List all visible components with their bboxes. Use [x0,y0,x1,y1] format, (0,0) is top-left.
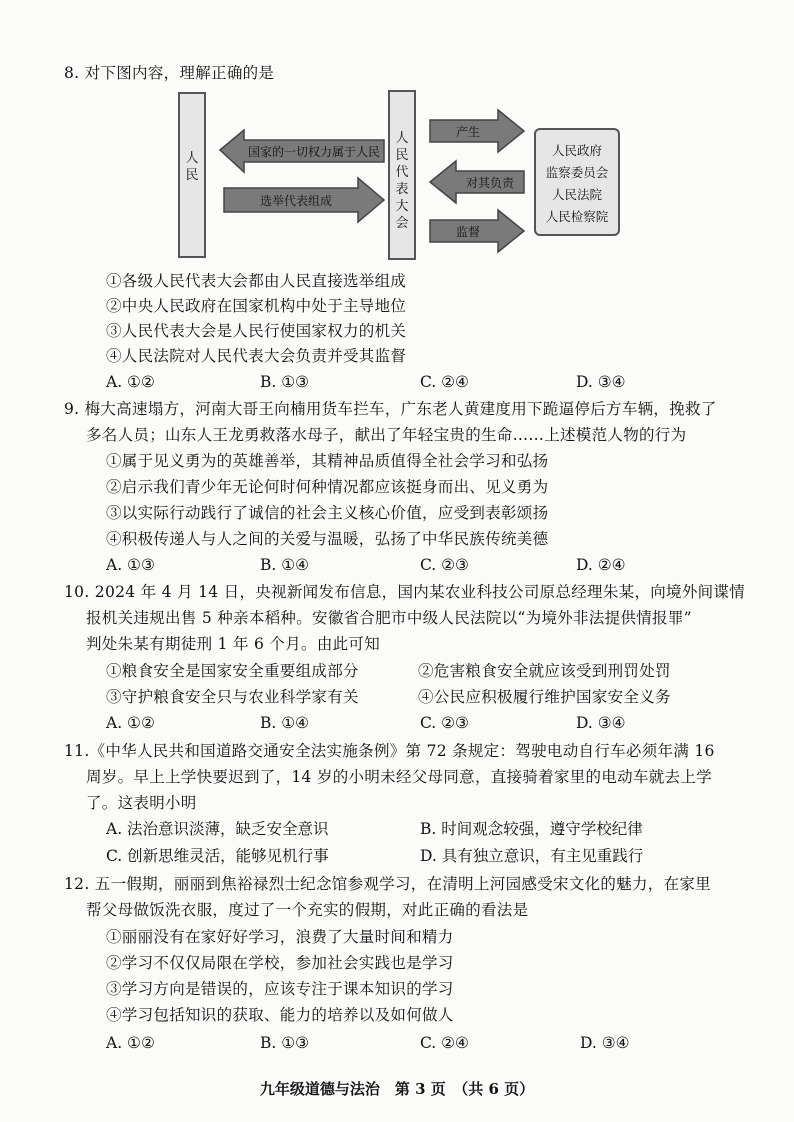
q12-item-2: ②学习不仅仅局限在学校，参加社会实践也是学习 [106,954,454,972]
q10-option-c: C. ②③ [420,714,469,732]
q11-option-d: D. 具有独立意识，有主见重践行 [420,847,644,865]
diagram-arrows [178,90,618,262]
q8-item-4: ④人民法院对人民代表大会负责并受其监督 [106,347,407,365]
organ-court: 人民法院 [551,187,602,202]
q12-option-a: A. ①② [106,1034,155,1052]
q9-stem-line-2: 多名人员；山东人王龙勇救落水母子，献出了年轻宝贵的生命……上述模范人物的行为 [86,426,687,444]
q9-item-3: ③以实际行动践行了诚信的社会主义核心价值，应受到表彰颂扬 [106,504,549,522]
q9-option-d: D. ②④ [576,556,626,574]
q8-item-2: ②中央人民政府在国家机构中处于主导地位 [106,297,407,315]
organ-supervisory: 监察委员会 [545,165,609,180]
q9-option-a: A. ①③ [106,556,155,574]
q10-item-2: ②危害粮食安全就应该受到刑罚处罚 [418,662,671,680]
q10-stem-line-3: 判处朱某有期徒刑 1 年 6 个月。由此可知 [86,635,381,653]
q10-stem-line-2: 报机关违规出售 5 种亲本稻种。安徽省合肥市中级人民法院以“为境外非法提供情报罪” [86,609,692,627]
q9-stem-line-1: 9. 梅大高速塌方，河南大哥王向楠用货车拦车，广东老人黄建度用下跪逼停后方车辆，挽救了 [64,400,717,418]
page-footer: 九年级道德与法治 第 3 页 （共 6 页） [259,1080,535,1098]
q8-item-3: ③人民代表大会是人民行使国家权力的机关 [106,322,407,340]
q10-item-4: ④公民应积极履行维护国家安全义务 [418,688,671,706]
q9-item-2: ②启示我们青少年无论何时何种情况都应该挺身而出、见义勇为 [106,478,549,496]
q10-option-b: B. ①④ [260,714,310,732]
q9-option-b: B. ①④ [260,556,310,574]
q11-option-c: C. 创新思维灵活，能够见机行事 [106,847,329,865]
q10-stem-line-1: 10. 2024 年 4 月 14 日，央视新闻发布信息，国内某农业科技公司原总经理朱某，向境外间谍情 [64,583,746,601]
q8-option-d: D. ③④ [576,373,626,391]
q12-stem-line-2: 帮父母做饭洗衣服，度过了一个充实的假期，对此正确的看法是 [86,901,529,919]
q11-option-a: A. 法治意识淡薄，缺乏安全意识 [106,820,329,838]
q10-item-1: ①粮食安全是国家安全重要组成部分 [106,662,359,680]
q11-stem-line-2: 周岁。早上上学快要迟到了，14 岁的小明未经父母同意，直接骑着家里的电动车就去上学 [86,768,712,786]
arrow-supervise-label: 监督 [455,225,481,239]
arrow-produce-label: 产生 [455,125,481,139]
people-label: 人民 [185,151,199,183]
q9-item-4: ④积极传递人与人之间的关爱与温暖，弘扬了中华民族传统美德 [106,530,549,548]
q12-stem-line-1: 12. 五一假期，丽丽到焦裕禄烈士纪念馆参观学习，在清明上河园感受宋文化的魅力，在家里 [64,875,711,893]
q10-option-a: A. ①② [106,714,155,732]
state-structure-diagram [178,90,618,262]
organ-procuratorate: 人民检察院 [545,209,609,224]
arrow-power-label: 国家的一切权力属于人民 [247,145,381,159]
q12-option-b: B. ①③ [260,1034,310,1052]
q12-item-4: ④学习包括知识的获取、能力的培养以及如何做人 [106,1006,454,1024]
congress-label: 人民代表大会 [395,131,409,231]
q8-option-b: B. ①③ [260,373,310,391]
q10-option-d: D. ③④ [576,714,626,732]
q8-item-1: ①各级人民代表大会都由人民直接选举组成 [106,272,407,290]
q11-option-b: B. 时间观念较强，遵守学校纪律 [420,820,643,838]
q8-stem: 8. 对下图内容，理解正确的是 [64,64,275,82]
organ-government: 人民政府 [551,143,602,158]
q9-option-c: C. ②③ [420,556,469,574]
q9-item-1: ①属于见义勇为的英雄善举，其精神品质值得全社会学习和弘扬 [106,452,549,470]
q11-stem-line-3: 了。这表明小明 [86,794,197,812]
q12-option-d: D. ③④ [580,1034,630,1052]
q12-item-1: ①丽丽没有在家好好学习，浪费了大量时间和精力 [106,928,454,946]
q11-stem-line-1: 11.《中华人民共和国道路交通安全法实施条例》第 72 条规定：驾驶电动自行车必须年满 16 [64,742,715,760]
q10-item-3: ③守护粮食安全只与农业科学家有关 [106,688,359,706]
q8-option-c: C. ②④ [420,373,469,391]
arrow-elect-label: 选举代表组成 [259,194,333,208]
arrow-responsible-label: 对其负责 [465,176,515,190]
q8-option-a: A. ①② [106,373,155,391]
q12-item-3: ③学习方向是错误的，应该专注于课本知识的学习 [106,980,454,998]
q12-option-c: C. ②④ [420,1034,469,1052]
